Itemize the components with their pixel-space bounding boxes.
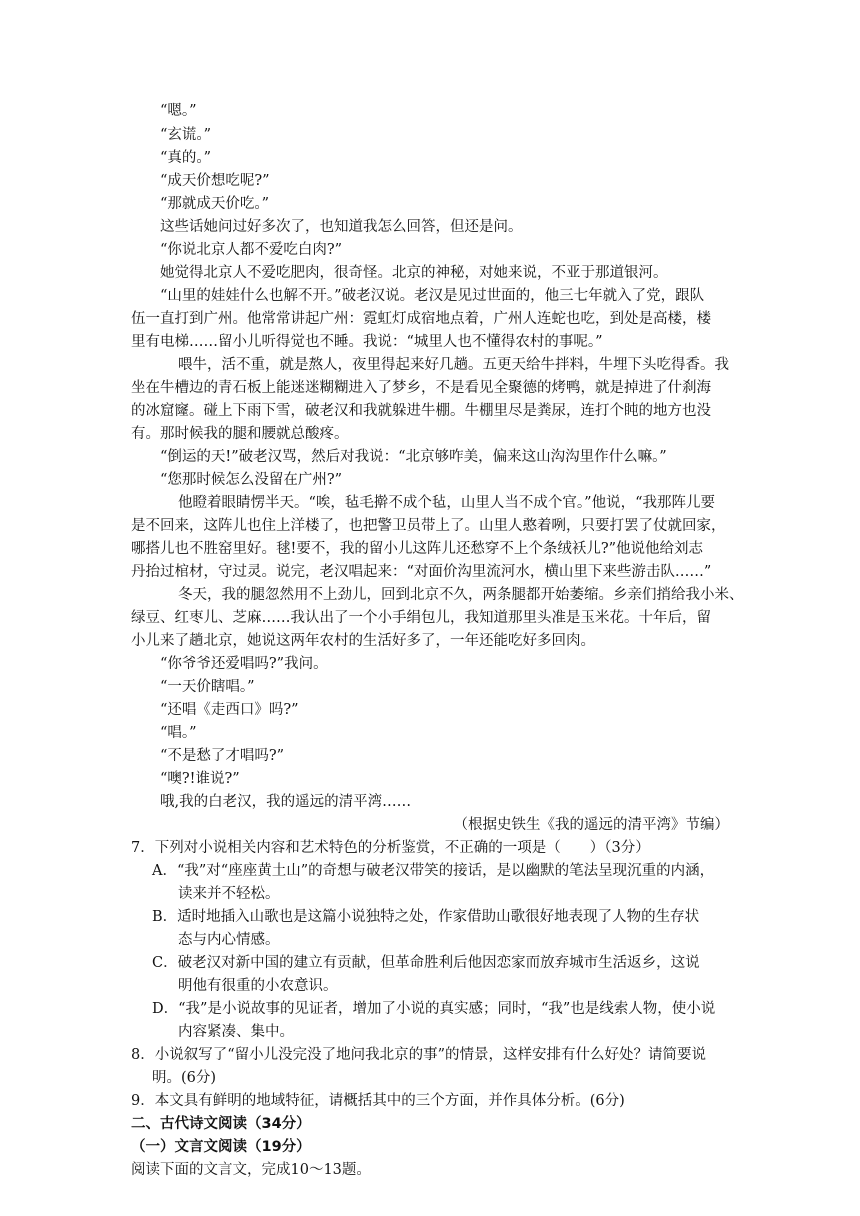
dialogue-line: “不是愁了才唱吗?” <box>160 748 285 764</box>
dialogue-line: “真的。” <box>160 150 212 166</box>
dialogue-line: “一天价瞎唱。” <box>160 679 255 695</box>
question-7-option-b: B．适时地插入山歌也是这篇小说独特之处，作家借助山歌很好地表现了人物的生存状 <box>152 909 700 925</box>
paragraph-line: 绿豆、红枣儿、芝麻……我认出了一个小手绢包儿，我知道那里头准是玉米花。十年后，留 <box>131 610 711 626</box>
dialogue-line: “成天价想吃呢?” <box>160 173 270 189</box>
question-8: 8．小说叙写了“留小儿没完没了地问我北京的事”的情景，这样安排有什么好处？请简要说 <box>131 1047 707 1063</box>
paragraph-line: 丹抬过棺材，守过灵。说完，老汉唱起来：“对面价沟里流河水，横山里下来些游击队……” <box>131 564 712 580</box>
question-7-option-c: C．破老汉对新中国的建立有贡献，但革命胜利后他因恋家而放弃城市生活返乡，这说 <box>152 955 700 971</box>
question-7-option-c-cont: 明他有很重的小农意识。 <box>178 978 338 994</box>
paragraph-line: 喂牛，活不重，就是熬人，夜里得起来好几趟。五更天给牛拌料，牛埋下头吃得香。我 <box>178 357 729 373</box>
dialogue-line: “唱。” <box>160 725 197 741</box>
paragraph-line: 哪搭儿也不胜窑里好。毬!要不，我的留小儿这阵儿还愁穿不上个条绒袄儿?”他说他给刘志 <box>131 541 704 557</box>
dialogue-line: “倒运的天!”破老汉骂，然后对我说：“北京够咋美，偏来这山沟沟里作什么嘛。” <box>160 449 667 465</box>
dialogue-line: “您那时候怎么没留在广州?” <box>160 472 343 488</box>
paragraph-line: 的冰窟窿。碰上下雨下雪，破老汉和我就躲进牛棚。牛棚里尽是粪尿，连打个盹的地方也没 <box>131 403 711 419</box>
paragraph-line: “山里的娃娃什么也解不开。”破老汉说。老汉是见过世面的，他三七年就入了党，跟队 <box>160 288 705 304</box>
question-7-option-a-cont: 读来并不轻松。 <box>178 886 280 902</box>
dialogue-line: “你爷爷还爱唱吗?”我问。 <box>160 656 328 672</box>
paragraph-line: 哦,我的白老汉，我的遥远的清平湾…… <box>160 794 412 810</box>
paragraph-line: 冬天，我的腿忽然用不上劲儿，回到北京不久，两条腿都开始萎缩。乡亲们捎给我小米、 <box>178 587 744 603</box>
dialogue-line: “那就成天价吃。” <box>160 196 270 212</box>
dialogue-line: “还唱《走西口》吗?” <box>160 702 299 718</box>
reading-instruction: 阅读下面的文言文，完成10～13题。 <box>131 1162 371 1178</box>
section-heading: 二、古代诗文阅读（34分） <box>131 1116 311 1132</box>
question-7-option-d: D．“我”是小说故事的见证者，增加了小说的真实感；同时，“我”也是线索人物，使小说 <box>152 1001 716 1017</box>
dialogue-line: “玄谎。” <box>160 127 212 143</box>
question-7-stem: 7．下列对小说相关内容和艺术特色的分析鉴赏，不正确的一项是（ ）（3分） <box>131 840 650 856</box>
paragraph-line: 小儿来了趟北京，她说这两年农村的生活好多了，一年还能吃好多回肉。 <box>131 633 595 649</box>
question-8-cont: 明。(6分) <box>152 1070 217 1086</box>
source-note: （根据史铁生《我的遥远的清平湾》节编） <box>453 817 729 833</box>
dialogue-line: “嗯。” <box>160 103 197 119</box>
paragraph-line: 里有电梯……留小儿听得觉也不睡。我说：“城里人也不懂得农村的事呢。” <box>131 334 603 350</box>
paragraph-line: 这些话她问过好多次了，也知道我怎么回答，但还是问。 <box>160 219 523 235</box>
question-7-option-a: A．“我”对“座座黄土山”的奇想与破老汉带笑的接话，是以幽默的笔法呈现沉重的内涵， <box>152 863 715 879</box>
subsection-heading: （一）文言文阅读（19分） <box>131 1139 311 1155</box>
paragraph-line: 坐在牛槽边的青石板上能迷迷糊糊进入了梦乡，不是看见全聚德的烤鸭，就是掉进了什刹海 <box>131 380 711 396</box>
question-7-option-d-cont: 内容紧凑、集中。 <box>178 1024 294 1040</box>
dialogue-line: “噢?!谁说?” <box>160 771 240 787</box>
question-7-option-b-cont: 态与内心情感。 <box>178 932 280 948</box>
dialogue-line: “你说北京人都不爱吃白肉?” <box>160 242 343 258</box>
question-9: 9．本文具有鲜明的地域特征，请概括其中的三个方面，并作具体分析。(6分) <box>131 1093 625 1109</box>
paragraph-line: 他瞪着眼睛愣半天。“唉，毡毛擀不成个毡，山里人当不成个官。”他说，“我那阵儿要 <box>178 495 715 511</box>
paragraph-line: 她觉得北京人不爱吃肥肉，很奇怪。北京的神秘，对她来说，不亚于那道银河。 <box>160 265 668 281</box>
paragraph-line: 伍一直打到广州。他常常讲起广州：霓虹灯成宿地点着，广州人连蛇也吃，到处是高楼，楼 <box>131 311 711 327</box>
paragraph-line: 是不回来，这阵儿也住上洋楼了，也把警卫员带上了。山里人憨着咧，只要打罢了仗就回家， <box>131 518 726 534</box>
paragraph-line: 有。那时候我的腿和腰就总酸疼。 <box>131 426 349 442</box>
